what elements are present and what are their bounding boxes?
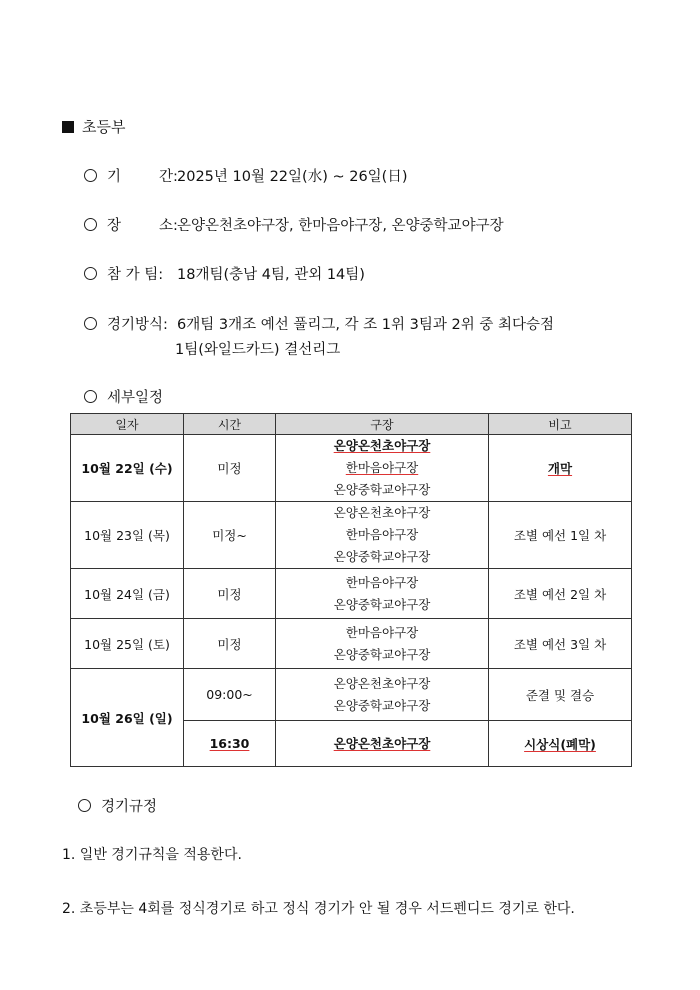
note-cell: 조별 예선 1일 차 [489, 502, 632, 569]
circle-bullet-icon [84, 218, 97, 231]
table-row [71, 502, 632, 569]
date-cell: 10월 25일 (토) [71, 619, 184, 669]
circle-bullet-icon [84, 267, 97, 280]
period-label: 기 간: [107, 169, 178, 185]
period-row [84, 165, 408, 186]
date-cell: 10월 22일 (수) [71, 435, 184, 502]
date-cell: 10월 26일 (일) [71, 669, 184, 767]
table-row [71, 569, 632, 619]
venue-row [84, 214, 504, 235]
venue-cell: 한마음야구장 온양중학교야구장 [276, 619, 489, 669]
header-note: 비고 [489, 414, 632, 435]
time-cell: 09:00~ [184, 669, 276, 721]
circle-bullet-icon [84, 390, 97, 403]
circle-bullet-icon [84, 169, 97, 182]
venue-cell: 온양온천초야구장 한마음야구장 온양중학교야구장 [276, 502, 489, 569]
venue-cell: 온양온천초야구장 온양중학교야구장 [276, 669, 489, 721]
rules-title: 경기규정 [78, 795, 157, 816]
note-cell: 조별 예선 3일 차 [489, 619, 632, 669]
square-bullet-icon [62, 121, 74, 133]
venue-cell: 온양온천초야구장 [276, 721, 489, 767]
venue-cell: 온양온천초야구장 한마음야구장 온양중학교야구장 [276, 435, 489, 502]
teams-label: 참 가 팀: [107, 267, 164, 283]
table-row [71, 669, 632, 721]
note-cell: 시상식(폐막) [489, 721, 632, 767]
schedule-title: 세부일정 [84, 386, 163, 407]
time-cell: 미정 [184, 435, 276, 502]
venue-label: 장 소: [107, 218, 178, 234]
venue-cell: 한마음야구장 온양중학교야구장 [276, 569, 489, 619]
header-venue: 구장 [276, 414, 489, 435]
rule-item: 1. 일반 경기규칙을 적용한다. [62, 847, 242, 863]
table-header-row [71, 414, 632, 435]
schedule-table [70, 413, 632, 767]
circle-bullet-icon [84, 317, 97, 330]
header-date: 일자 [71, 414, 184, 435]
time-cell: 미정 [184, 569, 276, 619]
note-cell: 준결 및 결승 [489, 669, 632, 721]
time-cell: 미정~ [184, 502, 276, 569]
note-cell: 개막 [489, 435, 632, 502]
format-line2: 1팀(와일드카드) 결선리그 [175, 342, 341, 358]
circle-bullet-icon [78, 799, 91, 812]
table-row [71, 435, 632, 502]
teams-row [84, 263, 365, 284]
venue-value: 온양온천초야구장, 한마음야구장, 온양중학교야구장 [177, 218, 504, 234]
format-line1: 6개팀 3개조 예선 풀리그, 각 조 1위 3팀과 2위 중 최다승점 [177, 317, 554, 333]
table-row [71, 619, 632, 669]
date-cell: 10월 23일 (목) [71, 502, 184, 569]
period-value: 2025년 10월 22일(水) ~ 26일(日) [177, 169, 408, 185]
rule-item: 2. 초등부는 4회를 정식경기로 하고 정식 경기가 안 될 경우 서드펜디드 경기로 한다. [62, 901, 575, 917]
format-label: 경기방식: [107, 317, 168, 333]
teams-value: 18개팀(충남 4팀, 관외 14팀) [177, 267, 365, 283]
header-time: 시간 [184, 414, 276, 435]
section-title: 초등부 [62, 116, 125, 137]
note-cell: 조별 예선 2일 차 [489, 569, 632, 619]
format-row [84, 313, 554, 334]
date-cell: 10월 24일 (금) [71, 569, 184, 619]
time-cell: 미정 [184, 619, 276, 669]
time-cell: 16:30 [184, 721, 276, 767]
